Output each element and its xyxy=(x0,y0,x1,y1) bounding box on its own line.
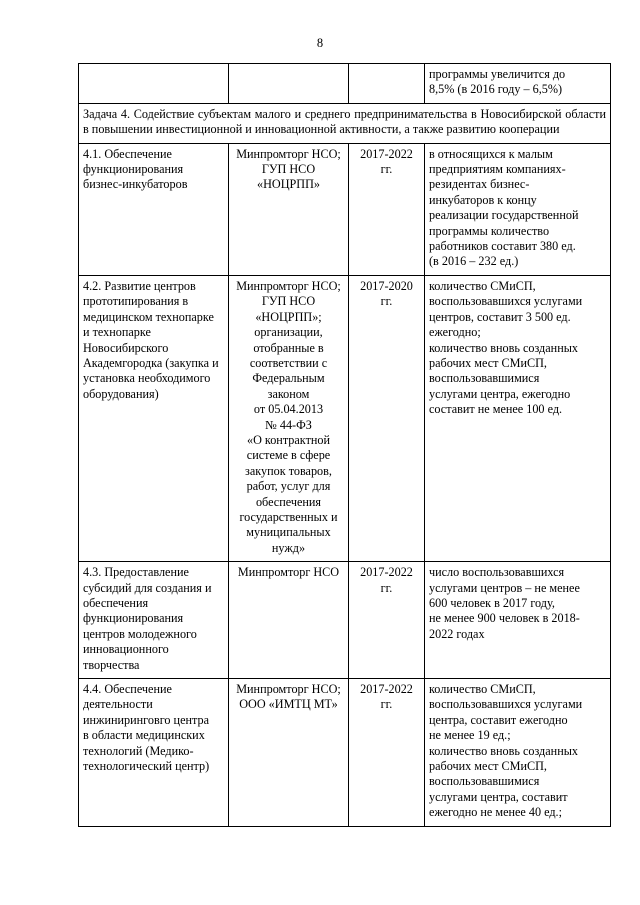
cell-line: ГУП НСО xyxy=(261,162,316,177)
cell-line: работ, услуг для xyxy=(246,479,331,494)
result-cell xyxy=(425,64,611,104)
cell-line: 2017-2022 гг. xyxy=(360,565,413,595)
cell-line: 4.4. Обеспечение xyxy=(83,682,172,697)
measure-name-cell xyxy=(79,64,229,104)
cell-line: 2017-2022 гг. xyxy=(360,682,413,712)
cell-line: число воспользовавшихся xyxy=(429,565,565,580)
cell-line: количество СМиСП, xyxy=(429,682,536,697)
cell-line: закупок товаров, xyxy=(245,463,332,478)
period-cell xyxy=(349,275,425,561)
cell-line: реализации государственной xyxy=(429,208,579,223)
cell-line: ООО «ИМТЦ МТ» xyxy=(239,697,338,712)
table-row xyxy=(79,275,611,561)
cell-line: субсидий для создания и xyxy=(83,580,212,595)
cell-line: воспользовавшихся услугами xyxy=(429,697,583,712)
cell-line: программы увеличится до xyxy=(429,67,566,81)
cell-line: инкубаторов к концу xyxy=(429,192,537,207)
cell-line: в относящихся к малым xyxy=(429,146,553,161)
cell-line: 2017-2020 гг. xyxy=(360,278,413,309)
continuation-row xyxy=(79,64,611,104)
result-cell xyxy=(425,143,611,275)
measure-name-cell xyxy=(79,143,229,275)
cell-line: услугами центра, составит xyxy=(429,789,568,804)
cell-line: рабочих мест СМиСП, xyxy=(429,759,547,774)
period-cell xyxy=(349,143,425,275)
cell-line: (в 2016 – 232 ед.) xyxy=(429,254,519,269)
cell-line: № 44-ФЗ xyxy=(265,417,312,432)
cell-line: государственных и xyxy=(239,509,338,524)
cell-line: медицинском технопарке xyxy=(83,309,214,324)
cell-line: 4.3. Предоставление xyxy=(83,565,189,580)
cell-line: «НОЦРПП» xyxy=(257,177,320,192)
cell-line: не менее 19 ед.; xyxy=(429,728,511,743)
responsible-cell xyxy=(229,679,349,827)
cell-line: центров, составит 3 500 ед. xyxy=(429,309,571,324)
responsible-cell xyxy=(229,562,349,679)
cell-line: инновационного xyxy=(83,642,169,657)
result-cell xyxy=(425,275,611,561)
table-row xyxy=(79,679,611,827)
cell-line: предприятиям компаниях- xyxy=(429,162,566,177)
cell-line: обеспечения xyxy=(255,494,322,509)
table-row xyxy=(79,143,611,275)
cell-line: бизнес-инкубаторов xyxy=(83,177,188,192)
cell-line: центра, составит ежегодно xyxy=(429,712,568,727)
cell-line: «НОЦРПП»; xyxy=(255,309,322,324)
period-cell xyxy=(349,679,425,827)
table-row xyxy=(79,562,611,679)
cell-line: в области медицинских xyxy=(83,728,205,743)
cell-line: центров молодежного xyxy=(83,626,197,641)
cell-line: резидентах бизнес- xyxy=(429,177,530,192)
period-cell xyxy=(349,64,425,104)
cell-line: муниципальных xyxy=(246,525,331,540)
period-cell xyxy=(349,562,425,679)
cell-line: прототипирования в xyxy=(83,294,189,309)
cell-line: не менее 900 человек в 2018- xyxy=(429,611,580,626)
cell-line: Минпромторг НСО xyxy=(237,565,340,580)
responsible-cell xyxy=(229,143,349,275)
cell-line: составит не менее 100 ед. xyxy=(429,402,563,417)
cell-line: Новосибирского xyxy=(83,340,169,355)
cell-line: технологий (Медико- xyxy=(83,743,194,758)
cell-line: 2022 годах xyxy=(429,626,485,641)
cell-line: функционирования xyxy=(83,611,184,626)
cell-line: установка необходимого xyxy=(83,371,211,386)
cell-line: воспользовавшимися xyxy=(429,371,540,386)
cell-line: обеспечения xyxy=(83,596,149,610)
result-cell xyxy=(425,679,611,827)
cell-line: деятельности xyxy=(83,697,153,712)
cell-line: технологический центр) xyxy=(83,759,210,774)
cell-line: Минпромторг НСО; xyxy=(236,278,341,293)
cell-line: Академгородка (закупка и xyxy=(83,355,219,370)
cell-line: программы количество xyxy=(429,223,550,238)
cell-line: воспользовавшимися xyxy=(429,774,540,789)
cell-line: оборудования) xyxy=(83,386,159,401)
cell-line: ГУП НСО xyxy=(261,294,316,309)
cell-line: рабочих мест СМиСП, xyxy=(429,355,547,370)
cell-line: «О контрактной xyxy=(246,432,331,447)
cell-line: Минпромторг НСО; xyxy=(236,682,341,697)
cell-line: количество вновь созданных xyxy=(429,743,578,758)
page-number: 8 xyxy=(316,36,324,50)
cell-line: Минпромторг НСО; xyxy=(236,146,341,161)
cell-line: отобранные в xyxy=(253,340,324,355)
cell-line: воспользовавшихся услугами xyxy=(429,294,583,309)
cell-line: от 05.04.2013 xyxy=(253,402,324,417)
responsible-cell xyxy=(229,64,349,104)
cell-line: услугами центра, ежегодно xyxy=(429,386,571,401)
cell-line: 2017-2022 гг. xyxy=(360,146,413,177)
cell-line: инжиниринговго центра xyxy=(83,712,209,727)
cell-line: ежегодно; xyxy=(429,325,481,340)
cell-line: соответствии с xyxy=(249,355,328,370)
cell-line: услугами центров – не менее xyxy=(429,580,580,595)
cell-line: 4.2. Развитие центров xyxy=(83,278,196,293)
measure-name-cell xyxy=(79,275,229,561)
cell-line: работников составит 380 ед. xyxy=(429,239,576,254)
task-heading: Задача 4. Содействие субъектам малого и среднего предпринимательства в Новосибирской области в повышении инвестиционной и инновационной активности, а также развитию кооперации xyxy=(79,103,611,143)
cell-line: законом xyxy=(267,386,310,401)
cell-line: ежегодно не менее 40 ед.; xyxy=(429,805,562,820)
task-heading-row xyxy=(79,103,611,143)
measure-name-cell xyxy=(79,562,229,679)
cell-line: организации, xyxy=(254,325,323,340)
program-measures-table xyxy=(78,63,611,827)
measure-name-cell xyxy=(79,679,229,827)
cell-line: 8,5% (в 2016 году – 6,5%) xyxy=(429,82,563,97)
cell-line: творчества xyxy=(83,657,140,672)
cell-line: Федеральным xyxy=(252,371,325,386)
cell-line: количество СМиСП, xyxy=(429,278,536,293)
cell-line: 4.1. Обеспечение xyxy=(83,146,172,161)
cell-line: системе в сфере xyxy=(246,448,331,463)
cell-line: и технопарке xyxy=(83,325,151,340)
result-cell xyxy=(425,562,611,679)
responsible-cell xyxy=(229,275,349,561)
cell-line: 600 человек в 2017 году, xyxy=(429,596,555,610)
cell-line: нужд» xyxy=(271,540,306,555)
cell-line: функционирования xyxy=(83,162,184,177)
cell-line: количество вновь созданных xyxy=(429,340,578,355)
